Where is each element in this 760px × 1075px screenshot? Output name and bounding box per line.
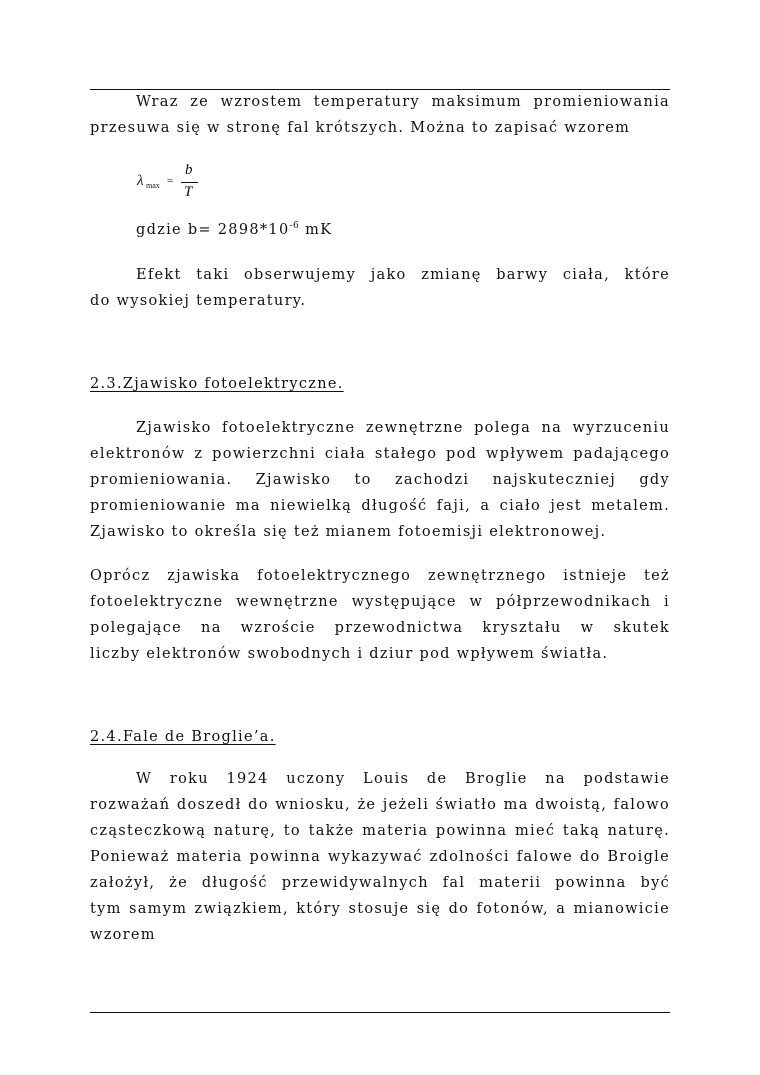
paragraph-photoelectric-external — [90, 415, 670, 545]
text-line: Wraz ze wzrostem temperatury maksimum promieniowania — [136, 94, 670, 110]
formula-fraction-bar — [181, 182, 198, 183]
formula-lambda: λ — [137, 173, 144, 189]
text-line: W roku 1924 uczony Louis de Broglie na podstawie — [136, 771, 670, 787]
bottom-rule — [90, 1012, 670, 1013]
constant-unit: mK — [299, 222, 333, 238]
formula-equals: = — [167, 175, 174, 187]
constant-exponent: -6 — [289, 221, 300, 231]
text-line: przesuwa się w stronę fal krótszych. Można to zapisać wzorem — [90, 120, 631, 136]
text-line: wzorem — [90, 927, 156, 943]
wien-formula — [137, 162, 217, 206]
text-line: Zjawisko to określa się też mianem fotoemisji elektronowej. — [90, 524, 607, 540]
text-line: Efekt taki obserwujemy jako zmianę barwy ciała, które — [136, 267, 670, 283]
text-line: Oprócz zjawiska fotoelektrycznego zewnętrznego istnieje też — [90, 568, 670, 584]
formula-subscript: max — [146, 181, 160, 190]
section-heading-2-3: 2.3.Zjawisko fotoelektryczne. — [90, 376, 344, 392]
text-line: rozważań doszedł do wniosku, że jeżeli światło ma dwoistą, falowo — [90, 797, 670, 813]
paragraph-photoelectric-internal — [90, 563, 670, 667]
text-line: fotoelektryczne wewnętrzne występujące w półprzewodnikach i — [90, 594, 670, 610]
text-line: promieniowanie ma niewielką długość faji, a ciało jest metalem. — [90, 498, 670, 514]
text-line: Ponieważ materia powinna wykazywać zdolności falowe do Broigle — [90, 849, 670, 865]
constant-prefix: gdzie b= 2898*10 — [136, 222, 290, 238]
constant-definition — [136, 221, 332, 238]
text-line: założył, że długość przewidywalnych fal materii powinna być — [90, 875, 670, 891]
text-line: promieniowania. Zjawisko to zachodzi najskuteczniej gdy — [90, 472, 670, 488]
paragraph-intro — [90, 89, 670, 141]
text-line: polegające na wzroście przewodnictwa kryształu w skutek — [90, 620, 670, 636]
section-heading-2-4: 2.4.Fale de Broglie’a. — [90, 729, 276, 745]
text-line: do wysokiej temperatury. — [90, 293, 307, 309]
text-line: tym samym związkiem, który stosuje się do fotonów, a mianowicie — [90, 901, 670, 917]
text-line: Zjawisko fotoelektryczne zewnętrzne polega na wyrzuceniu — [136, 420, 670, 436]
paragraph-color-effect — [90, 262, 670, 314]
text-line: elektronów z powierzchni ciała stałego pod wpływem padającego — [90, 446, 670, 462]
formula-numerator: b — [185, 162, 193, 178]
text-line: liczby elektronów swobodnych i dziur pod wpływem światła. — [90, 646, 609, 662]
formula-denominator: T — [184, 184, 193, 200]
paragraph-de-broglie — [90, 766, 670, 948]
text-line: cząsteczkową naturę, to także materia powinna mieć taką naturę. — [90, 823, 670, 839]
